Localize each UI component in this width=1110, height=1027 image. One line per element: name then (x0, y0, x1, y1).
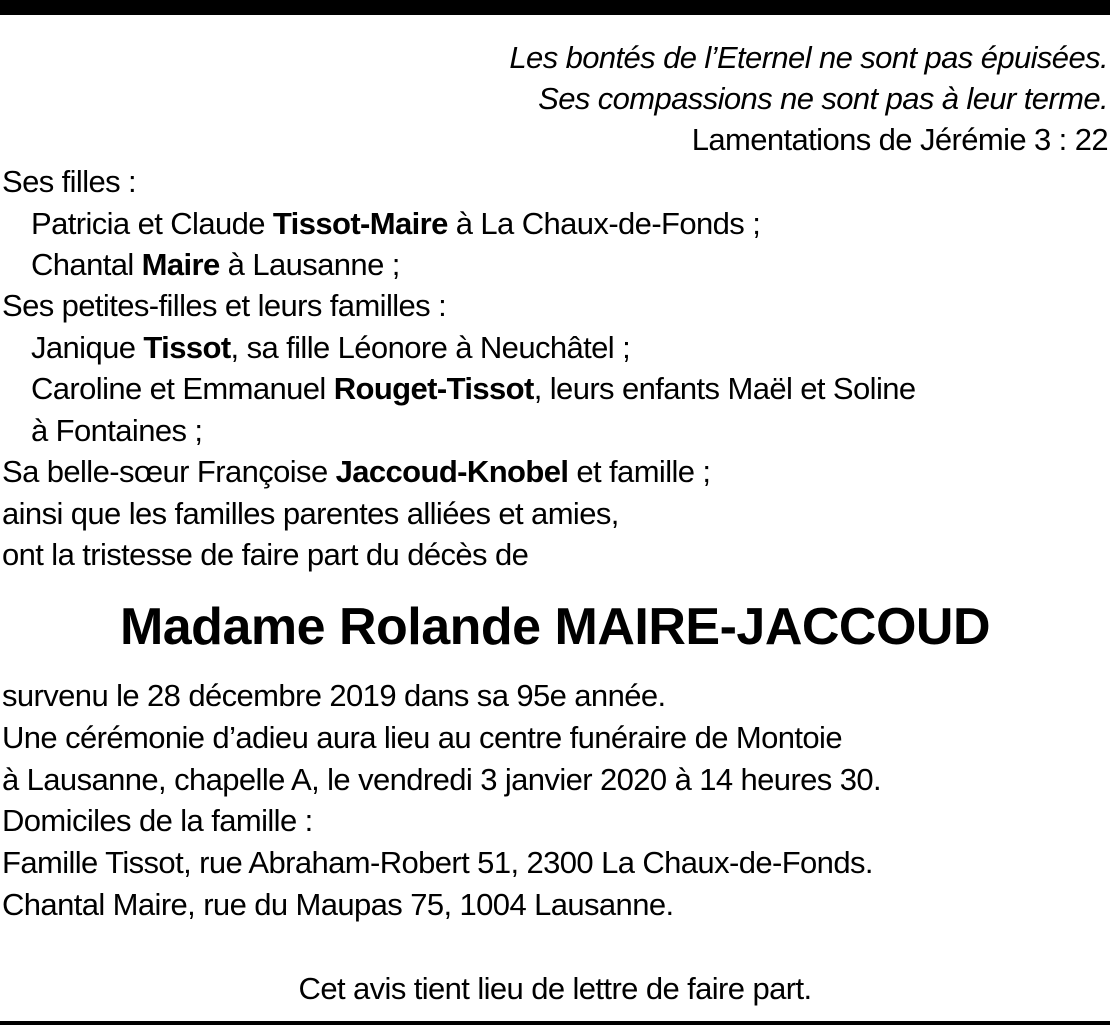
daughter-1-post: à La Chaux-de-Fonds ; (447, 206, 761, 241)
granddaughter-1-pre: Janique (31, 330, 144, 365)
details-line-4: Domiciles de la famille : (2, 803, 313, 838)
granddaughter-2-name: Rouget-Tissot (333, 371, 534, 406)
granddaughter-2-pre: Caroline et Emmanuel (31, 371, 334, 406)
sister-in-law-name: Jaccoud-Knobel (335, 454, 569, 489)
granddaughters-label: Ses petites-filles et leurs familles : (2, 288, 447, 323)
daughter-2-post: à Lausanne ; (219, 247, 400, 282)
granddaughter-1-name: Tissot (143, 330, 231, 365)
details-line-1: survenu le 28 décembre 2019 dans sa 95e année. (2, 678, 666, 713)
granddaughter-2-continuation: à Fontaines ; (31, 413, 203, 448)
sister-in-law-post: et famille ; (568, 454, 711, 489)
granddaughter-2-post: , leurs enfants Maël et Soline (533, 371, 916, 406)
details-line-2: Une cérémonie d’adieu aura lieu au centre funéraire de Montoie (2, 720, 842, 755)
daughter-1 (31, 204, 760, 244)
sister-in-law-pre: Sa belle-sœur Françoise (2, 454, 336, 489)
daughter-1-name: Tissot-Maire (272, 206, 448, 241)
details-line-5: Famille Tissot, rue Abraham-Robert 51, 2300 La Chaux-de-Fonds. (2, 845, 873, 880)
details-line-6: Chantal Maire, rue du Maupas 75, 1004 Lausanne. (2, 887, 674, 922)
other-families: ainsi que les familles parentes alliées et amies, (2, 496, 619, 531)
granddaughter-2 (31, 369, 916, 409)
verse-line-1: Les bontés de l’Eternel ne sont pas épuisées. (509, 40, 1108, 75)
top-rule (0, 0, 1110, 15)
footer-note: Cet avis tient lieu de lettre de faire part. (298, 971, 812, 1006)
verse-reference: Lamentations de Jérémie 3 : 22 (691, 122, 1108, 157)
announcement: ont la tristesse de faire part du décès de (2, 537, 529, 572)
deceased-name: Madame Rolande MAIRE-JACCOUD (119, 598, 991, 656)
granddaughter-1 (31, 328, 630, 368)
details-line-3: à Lausanne, chapelle A, le vendredi 3 janvier 2020 à 14 heures 30. (2, 762, 882, 797)
daughters-label: Ses filles : (2, 164, 137, 199)
granddaughter-1-post: , sa fille Léonore à Neuchâtel ; (230, 330, 631, 365)
daughter-2 (31, 245, 400, 285)
daughter-2-name: Maire (141, 247, 220, 282)
bottom-rule (0, 1021, 1110, 1025)
daughter-2-pre: Chantal (31, 247, 142, 282)
daughter-1-pre: Patricia et Claude (31, 206, 273, 241)
verse-line-2: Ses compassions ne sont pas à leur terme. (538, 81, 1108, 116)
sister-in-law (2, 452, 710, 492)
